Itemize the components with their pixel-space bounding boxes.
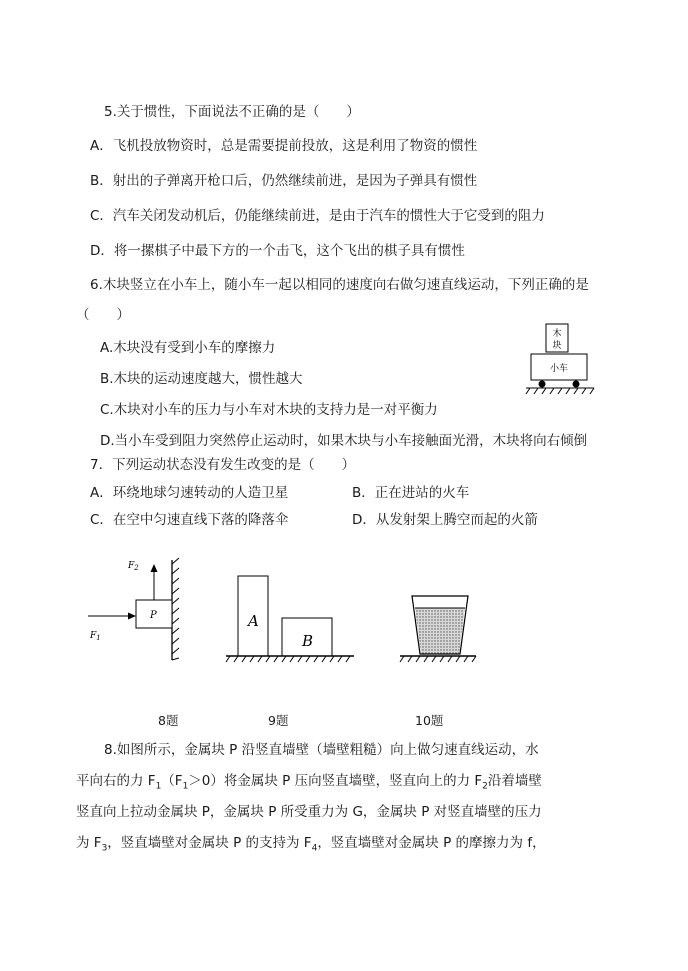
fig9-blocks [224, 572, 358, 664]
q7-option-d: D．从发射架上腾空而起的火箭 [352, 512, 538, 528]
q6-stem: 6.木块竖立在小车上，随小车一起以相同的速度向右做匀速直线运动，下列正确的是 [90, 277, 589, 293]
fig9-label-b: B [302, 632, 314, 650]
fig10-caption: 10题 [415, 713, 444, 728]
q8-line-1: 8.如图所示，金属块 P 沿竖直墙壁（墙壁粗糙）向上做匀速直线运动，水 [104, 742, 539, 758]
fig9-label-a: A [248, 612, 259, 630]
q5-stem: 5.关于惯性，下面说法不正确的是（ ） [104, 104, 360, 120]
q6-option-c: C.木块对小车的压力与小车对木块的支持力是一对平衡力 [100, 402, 438, 418]
fig6-cart-label: 小车 [549, 364, 569, 374]
fig8-label-p: P [150, 610, 157, 621]
q6-paren: （ ） [76, 307, 130, 323]
q5-option-c: C．汽车关闭发动机后，仍能继续前进，是由于汽车的惯性大于它受到的阻力 [90, 208, 545, 224]
q6-option-d: D.当小车受到阻力突然停止运动时，如果木块与小车接触面光滑，木块将向右倾倒 [100, 433, 588, 449]
q6-option-a: A.木块没有受到小车的摩擦力 [100, 340, 276, 356]
q8-line-4: 为 $F_3$，竖直墙壁对金属块 P 的支持为 $F_4$，竖直墙壁对金属块 P 的摩擦力为 f， [76, 835, 546, 854]
fig8-label-f1: $F_1$ [90, 631, 101, 642]
q6-cart-figure [522, 318, 602, 396]
q8-line-2: 平向右的力 $F_1(F_1>0)$将金属块 P 压向竖直墙壁，竖直向上的力 $F_2$沿着墙壁 [76, 773, 542, 792]
q5-option-b: B．射出的子弹离开枪口后，仍然继续前进，是因为子弹具有惯性 [90, 173, 478, 189]
q7-stem: 7．下列运动状态没有发生改变的是（ ） [90, 457, 356, 473]
q7-option-c: C．在空中匀速直线下落的降落伞 [90, 512, 289, 528]
q7-option-b: B．正在进站的火车 [352, 485, 470, 501]
fig6-block-char1: 木 [552, 329, 562, 339]
fig8-wall-block [84, 556, 188, 664]
q5-option-a: A．飞机投放物资时，总是需要提前投放，这是利用了物资的惯性 [90, 138, 478, 154]
q6-option-b: B.木块的运动速度越大，惯性越大 [100, 371, 303, 387]
fig10-cup [398, 592, 478, 664]
q8-line-3: 竖直向上拉动金属块 P，金属块 P 所受重力为 G，金属块 P 对竖直墙壁的压力 [76, 804, 542, 820]
q7-option-a: A．环绕地球匀速转动的人造卫星 [90, 485, 289, 501]
q5-option-d: D．将一摞棋子中最下方的一个击飞，这个飞出的棋子具有惯性 [90, 243, 465, 259]
fig9-caption: 9题 [268, 713, 289, 728]
fig8-caption: 8题 [158, 713, 179, 728]
fig6-block-char2: 块 [552, 341, 562, 351]
fig8-label-f2: $F_2$ [128, 561, 139, 572]
